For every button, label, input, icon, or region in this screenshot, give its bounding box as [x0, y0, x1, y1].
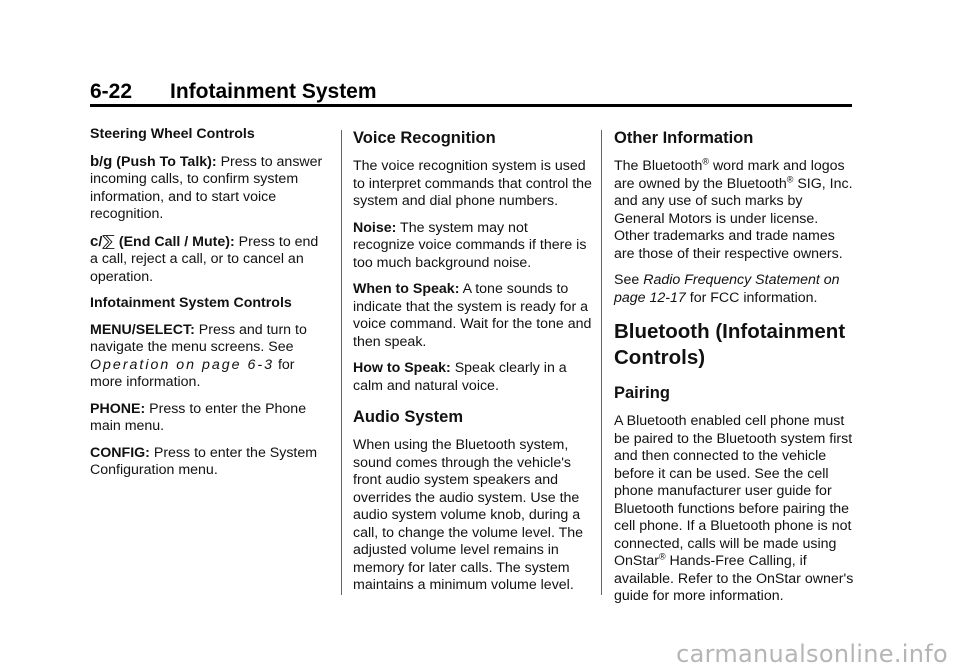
rf-paragraph: [614, 272, 854, 307]
end-call-paragraph: [90, 233, 330, 287]
audio-text: When using the Bluetooth system, sound comes through the vehicle's front audio system speakers and overrides the audio system. Use the audio system volume knob, during a call, to change the volume level. The adjusted volume level remains in memory for later calls. The system maintains a minimum volume level.: [353, 437, 584, 593]
column-divider-2: [601, 130, 602, 595]
radio-frequency-link[interactable]: Radio Frequency Statement on page 12-17: [614, 272, 840, 306]
push-to-talk-icon: b: [90, 152, 100, 170]
noise-paragraph: [353, 220, 593, 273]
when-to-speak-text: A tone sounds to indicate that the system is ready for a voice command. Wait for the tone and then speak.: [353, 281, 592, 350]
how-to-speak-text: Speak clearly in a calm and natural voice.: [353, 360, 567, 394]
voice-intro: The voice recognition system is used to interpret commands that control the system and dial phone numbers.: [353, 158, 592, 209]
watermark: carmanualsonline.info: [676, 640, 948, 668]
pairing-text-1: A Bluetooth enabled cell phone must be paired to the Bluetooth system first and then connected to the vehicle before it can be used. See the cell phone manufacturer user guide for Bluetooth functions before pairing the cell phone. If a Bluetooth phone is not connected, calls will be made using OnStar: [614, 413, 853, 569]
end-slash: /: [98, 233, 103, 250]
when-to-speak-label: When to Speak:: [353, 281, 460, 297]
page-header: [90, 80, 850, 106]
heading-voice-recognition: Voice Recognition: [353, 129, 496, 147]
see-text: See: [614, 272, 640, 288]
registered-mark-3: ®: [658, 551, 666, 562]
voice-icon: g: [103, 152, 113, 170]
registered-mark-2: ®: [786, 173, 794, 184]
column-2: [353, 126, 593, 604]
menu-select-paragraph: [90, 322, 330, 392]
noise-label: Noise:: [353, 219, 397, 236]
how-to-speak-label: How to Speak:: [353, 360, 451, 376]
menu-select-text: Press and turn to navigate the menu screens. See: [90, 321, 307, 355]
mute-icon: ⅀: [102, 232, 115, 250]
noise-text: The system may not recognize voice commands if there is too much background noise.: [353, 219, 587, 271]
other-info-paragraph: [614, 158, 854, 263]
end-call-label: (End Call / Mute):: [118, 233, 235, 250]
page-number: 6-22: [90, 80, 133, 103]
heading-bluetooth-infotainment: Bluetooth (Infotainment Controls): [614, 320, 846, 369]
column-divider-1: [341, 130, 342, 595]
other-text-3: SIG, Inc. and any use of such marks by General Motors is under license. Other trademarks and trade names are those of their respective owners.: [614, 175, 853, 262]
other-text-2: word mark and logos are owned by the Bluetooth: [614, 158, 845, 192]
end-call-icon: c: [90, 232, 99, 250]
heading-audio-system: Audio System: [353, 408, 464, 426]
phone-paragraph: [90, 401, 330, 436]
config-label: CONFIG:: [90, 444, 150, 461]
how-to-speak-paragraph: [353, 360, 593, 395]
column-3: [614, 126, 854, 615]
ptt-paragraph: [90, 153, 330, 224]
other-text-1: The Bluetooth: [614, 158, 703, 174]
registered-mark-1: ®: [702, 156, 709, 167]
pairing-text-2: Hands-Free Calling, if available. Refer to the OnStar owner's guide for more information.: [614, 553, 854, 604]
when-to-speak-paragraph: [353, 281, 593, 351]
heading-other-information: Other Information: [614, 129, 754, 147]
ptt-text: Press to answer incoming calls, to confirm system information, and to start voice recognition.: [90, 153, 323, 222]
column-1: [90, 126, 330, 489]
subhead-steering-wheel-controls: Steering Wheel Controls: [90, 126, 255, 142]
ptt-slash: /: [99, 153, 104, 170]
end-call-text: Press to end a call, reject a call, or to cancel an operation.: [90, 233, 319, 285]
phone-text: Press to enter the Phone main menu.: [90, 400, 307, 434]
config-text: Press to enter the System Configuration menu.: [90, 444, 318, 478]
menu-select-text-2: for more information.: [90, 356, 295, 390]
config-paragraph: [90, 445, 330, 480]
menu-select-label: MENU/SELECT:: [90, 321, 195, 338]
header-rule: [90, 104, 852, 107]
pairing-paragraph: [614, 413, 854, 606]
section-title: Infotainment System: [170, 80, 377, 103]
operation-page-link[interactable]: Operation on page 6-3: [90, 356, 274, 373]
rf-text: for FCC information.: [689, 289, 818, 306]
subhead-infotainment-controls: Infotainment System Controls: [90, 295, 292, 311]
ptt-label: (Push To Talk):: [116, 153, 217, 170]
heading-pairing: Pairing: [614, 384, 670, 402]
phone-label: PHONE:: [90, 400, 146, 417]
